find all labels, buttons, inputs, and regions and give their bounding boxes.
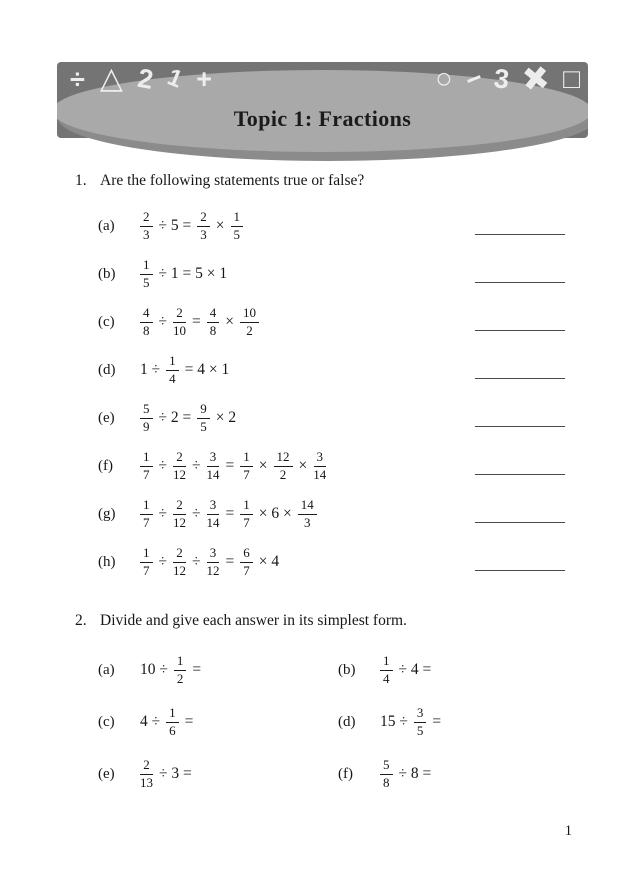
fraction [140,210,153,243]
fraction [197,210,210,243]
fraction [274,450,293,483]
math-text: ÷ 8 = [398,765,432,782]
math-expression [380,758,431,791]
math-text: = [432,713,442,730]
item-label: (a) [98,661,115,678]
divide-symbol-icon: ÷ [70,64,85,94]
fraction-denominator: 7 [143,514,150,530]
fraction-denominator: 2 [279,466,287,482]
item-label: (d) [338,713,356,730]
fraction-numerator: 3 [207,450,220,467]
math-text: 4 ÷ [140,713,161,730]
question-number: 1. [75,172,87,189]
math-text: × 2 [215,409,237,426]
math-expression [140,402,236,435]
fraction-numerator: 4 [140,306,153,323]
fraction [207,546,220,579]
fraction-denominator: 2 [176,670,184,686]
fraction-denominator: 12 [173,466,187,482]
exercise-item [338,644,584,696]
math-expression [380,706,441,739]
fraction [174,654,187,687]
fraction-numerator: 3 [414,706,427,723]
math-expression [140,546,279,579]
exercise-item [98,748,338,800]
answer-blank[interactable] [475,314,565,331]
fraction [240,306,259,339]
statement-row [0,394,644,442]
fraction-numerator: 3 [207,498,220,515]
math-text: × 6 × [258,505,292,522]
fraction [207,498,220,531]
item-label: (d) [98,361,116,378]
math-expression [140,210,243,243]
fraction-numerator: 14 [298,498,317,515]
item-label: (g) [98,505,116,522]
math-text: = [192,661,202,678]
numeral-3-icon: 3 [492,63,511,95]
question-number: 2. [75,612,87,629]
fraction [173,450,186,483]
math-expression [140,654,201,687]
fraction-numerator: 5 [140,402,153,419]
math-text: ÷ [158,553,168,570]
square-symbol-icon: □ [563,63,580,94]
question-1-items [0,202,644,586]
fraction-numerator: 3 [207,546,220,563]
statement-row [0,490,644,538]
fraction-denominator: 10 [173,322,187,338]
fraction-numerator: 2 [140,758,153,775]
math-text: × [215,217,225,234]
fraction-denominator: 5 [416,722,424,738]
math-text: ÷ [158,313,168,330]
math-text: ÷ 1 = 5 × 1 [158,265,228,282]
item-label: (a) [98,217,115,234]
fraction [197,402,210,435]
math-text: = [225,505,235,522]
fraction [173,498,186,531]
answer-blank[interactable] [475,362,565,379]
math-expression [140,758,192,791]
fraction-numerator: 6 [240,546,253,563]
math-text: × [258,457,268,474]
item-label: (e) [98,765,115,782]
math-text: × [298,457,308,474]
fraction-numerator: 1 [140,546,153,563]
fraction [298,498,317,531]
math-text: = [225,553,235,570]
fraction-numerator: 1 [240,450,253,467]
answer-blank[interactable] [475,458,565,475]
fraction-numerator: 2 [173,546,186,563]
math-expression [140,258,227,291]
item-label: (c) [98,713,115,730]
fraction [207,306,220,339]
math-expression [140,450,326,483]
fraction-numerator: 1 [231,210,244,227]
fraction [240,546,253,579]
exercise-item [98,644,338,696]
fraction-numerator: 1 [166,706,179,723]
math-expression [140,306,259,339]
math-expression [140,706,193,739]
fraction [231,210,244,243]
fraction-denominator: 6 [169,722,176,738]
fraction [140,258,153,291]
fraction-denominator: 7 [243,562,250,578]
fraction [166,706,179,739]
math-text: ÷ 4 = [398,661,432,678]
fraction-denominator: 7 [143,562,150,578]
numeral-1-icon: 1 [163,63,187,94]
fraction-numerator: 1 [140,258,153,275]
fraction-numerator: 1 [166,354,179,371]
fraction-numerator: 1 [140,450,153,467]
math-symbols-left [70,63,212,95]
triangle-symbol-icon: △ [99,62,123,95]
circle-symbol-icon: ○ [435,63,453,95]
math-text: × 4 [258,553,280,570]
fraction-denominator: 7 [243,466,250,482]
numeral-2-icon: 2 [135,62,156,96]
fraction-denominator: 5 [233,226,240,242]
fraction-numerator: 1 [380,654,393,671]
fraction [380,654,393,687]
topic-banner [57,58,588,162]
item-label: (f) [98,457,113,474]
fraction-denominator: 8 [383,774,390,790]
math-text: 15 ÷ [380,713,408,730]
item-label: (f) [338,765,353,782]
fraction-denominator: 8 [209,322,217,338]
math-expression [380,654,431,687]
fraction-denominator: 12 [173,562,187,578]
fraction [140,758,153,791]
math-text: 1 ÷ [140,361,161,378]
math-expression [140,354,229,387]
fraction-numerator: 12 [274,450,293,467]
fraction-denominator: 9 [143,418,150,434]
statement-row [0,298,644,346]
item-label: (b) [338,661,356,678]
question-1-header [0,172,644,190]
statement-row [0,250,644,298]
fraction [240,450,253,483]
fraction-denominator: 14 [313,466,327,482]
item-label: (c) [98,313,115,330]
fraction-denominator: 12 [173,514,187,530]
math-text: ÷ [192,457,201,474]
fraction-denominator: 2 [246,322,253,338]
fraction-denominator: 7 [243,514,250,530]
item-label: (b) [98,265,116,282]
fraction [173,546,186,579]
math-text: ÷ [158,457,168,474]
fraction-numerator: 2 [140,210,153,227]
fraction-numerator: 3 [314,450,327,467]
fraction [380,758,393,791]
fraction-denominator: 4 [383,670,390,686]
fraction-numerator: 1 [174,654,187,671]
math-text: 10 ÷ [140,661,168,678]
fraction-numerator: 9 [197,402,210,419]
fraction-denominator: 3 [304,514,311,530]
fraction [313,450,326,483]
answer-blank[interactable] [475,506,565,523]
question-2-items [0,644,644,800]
topic-title: Topic 1: Fractions [233,106,412,131]
answer-blank[interactable] [475,554,565,571]
math-text: = [225,457,235,474]
fraction [140,498,153,531]
minus-symbol-icon: − [460,62,487,96]
fraction-denominator: 5 [200,418,207,434]
answer-blank[interactable] [475,266,565,283]
fraction [140,306,153,339]
statement-row [0,442,644,490]
fraction-numerator: 2 [173,450,186,467]
exercise-item [338,748,584,800]
fraction [140,402,153,435]
question-prompt: Are the following statements true or false? [100,172,365,189]
fraction-denominator: 3 [143,226,150,242]
math-text: ÷ [192,505,201,522]
math-text: ÷ 3 = [159,765,192,782]
fraction-numerator: 1 [140,498,153,515]
answer-blank[interactable] [475,410,565,427]
question-prompt: Divide and give each answer in its simplest form. [100,612,407,629]
math-expression [140,498,317,531]
statement-row [0,202,644,250]
fraction [207,450,220,483]
fraction-numerator: 2 [173,498,186,515]
fraction-numerator: 1 [240,498,253,515]
math-symbols-right [435,58,580,99]
item-label: (h) [98,553,116,570]
math-text: × [225,313,235,330]
math-text: ÷ 5 = [158,217,192,234]
fraction-numerator: 4 [207,306,220,323]
statement-row [0,538,644,586]
fraction-denominator: 14 [206,466,220,482]
math-text: ÷ [158,505,168,522]
math-text: = 4 × 1 [184,361,230,378]
exercise-item [98,696,338,748]
fraction-denominator: 3 [200,226,207,242]
fraction-denominator: 5 [143,274,150,290]
exercise-item [338,696,584,748]
question-1 [0,172,644,586]
math-text: = [192,313,201,330]
math-text: ÷ 2 = [158,409,192,426]
fraction-denominator: 4 [169,370,176,386]
fraction [173,306,186,339]
fraction-denominator: 13 [140,774,153,790]
fraction [240,498,253,531]
fraction-numerator: 10 [240,306,259,323]
question-2 [0,612,644,800]
fraction [140,450,153,483]
fraction-numerator: 2 [173,306,186,323]
plus-symbol-icon: + [196,64,213,94]
answer-blank[interactable] [475,218,565,235]
page-number: 1 [564,823,572,839]
fraction [166,354,179,387]
fraction-denominator: 14 [206,514,220,530]
statement-row [0,346,644,394]
fraction-denominator: 7 [143,466,150,482]
fraction-numerator: 2 [197,210,210,227]
item-label: (e) [98,409,115,426]
fraction-numerator: 5 [380,758,393,775]
multiply-symbol-icon: ✖ [520,58,552,99]
math-text: = [184,713,194,730]
math-text: ÷ [192,553,201,570]
fraction [140,546,153,579]
fraction-denominator: 12 [206,562,220,578]
fraction-denominator: 8 [143,322,150,338]
fraction [414,706,427,739]
question-2-header [0,612,644,630]
